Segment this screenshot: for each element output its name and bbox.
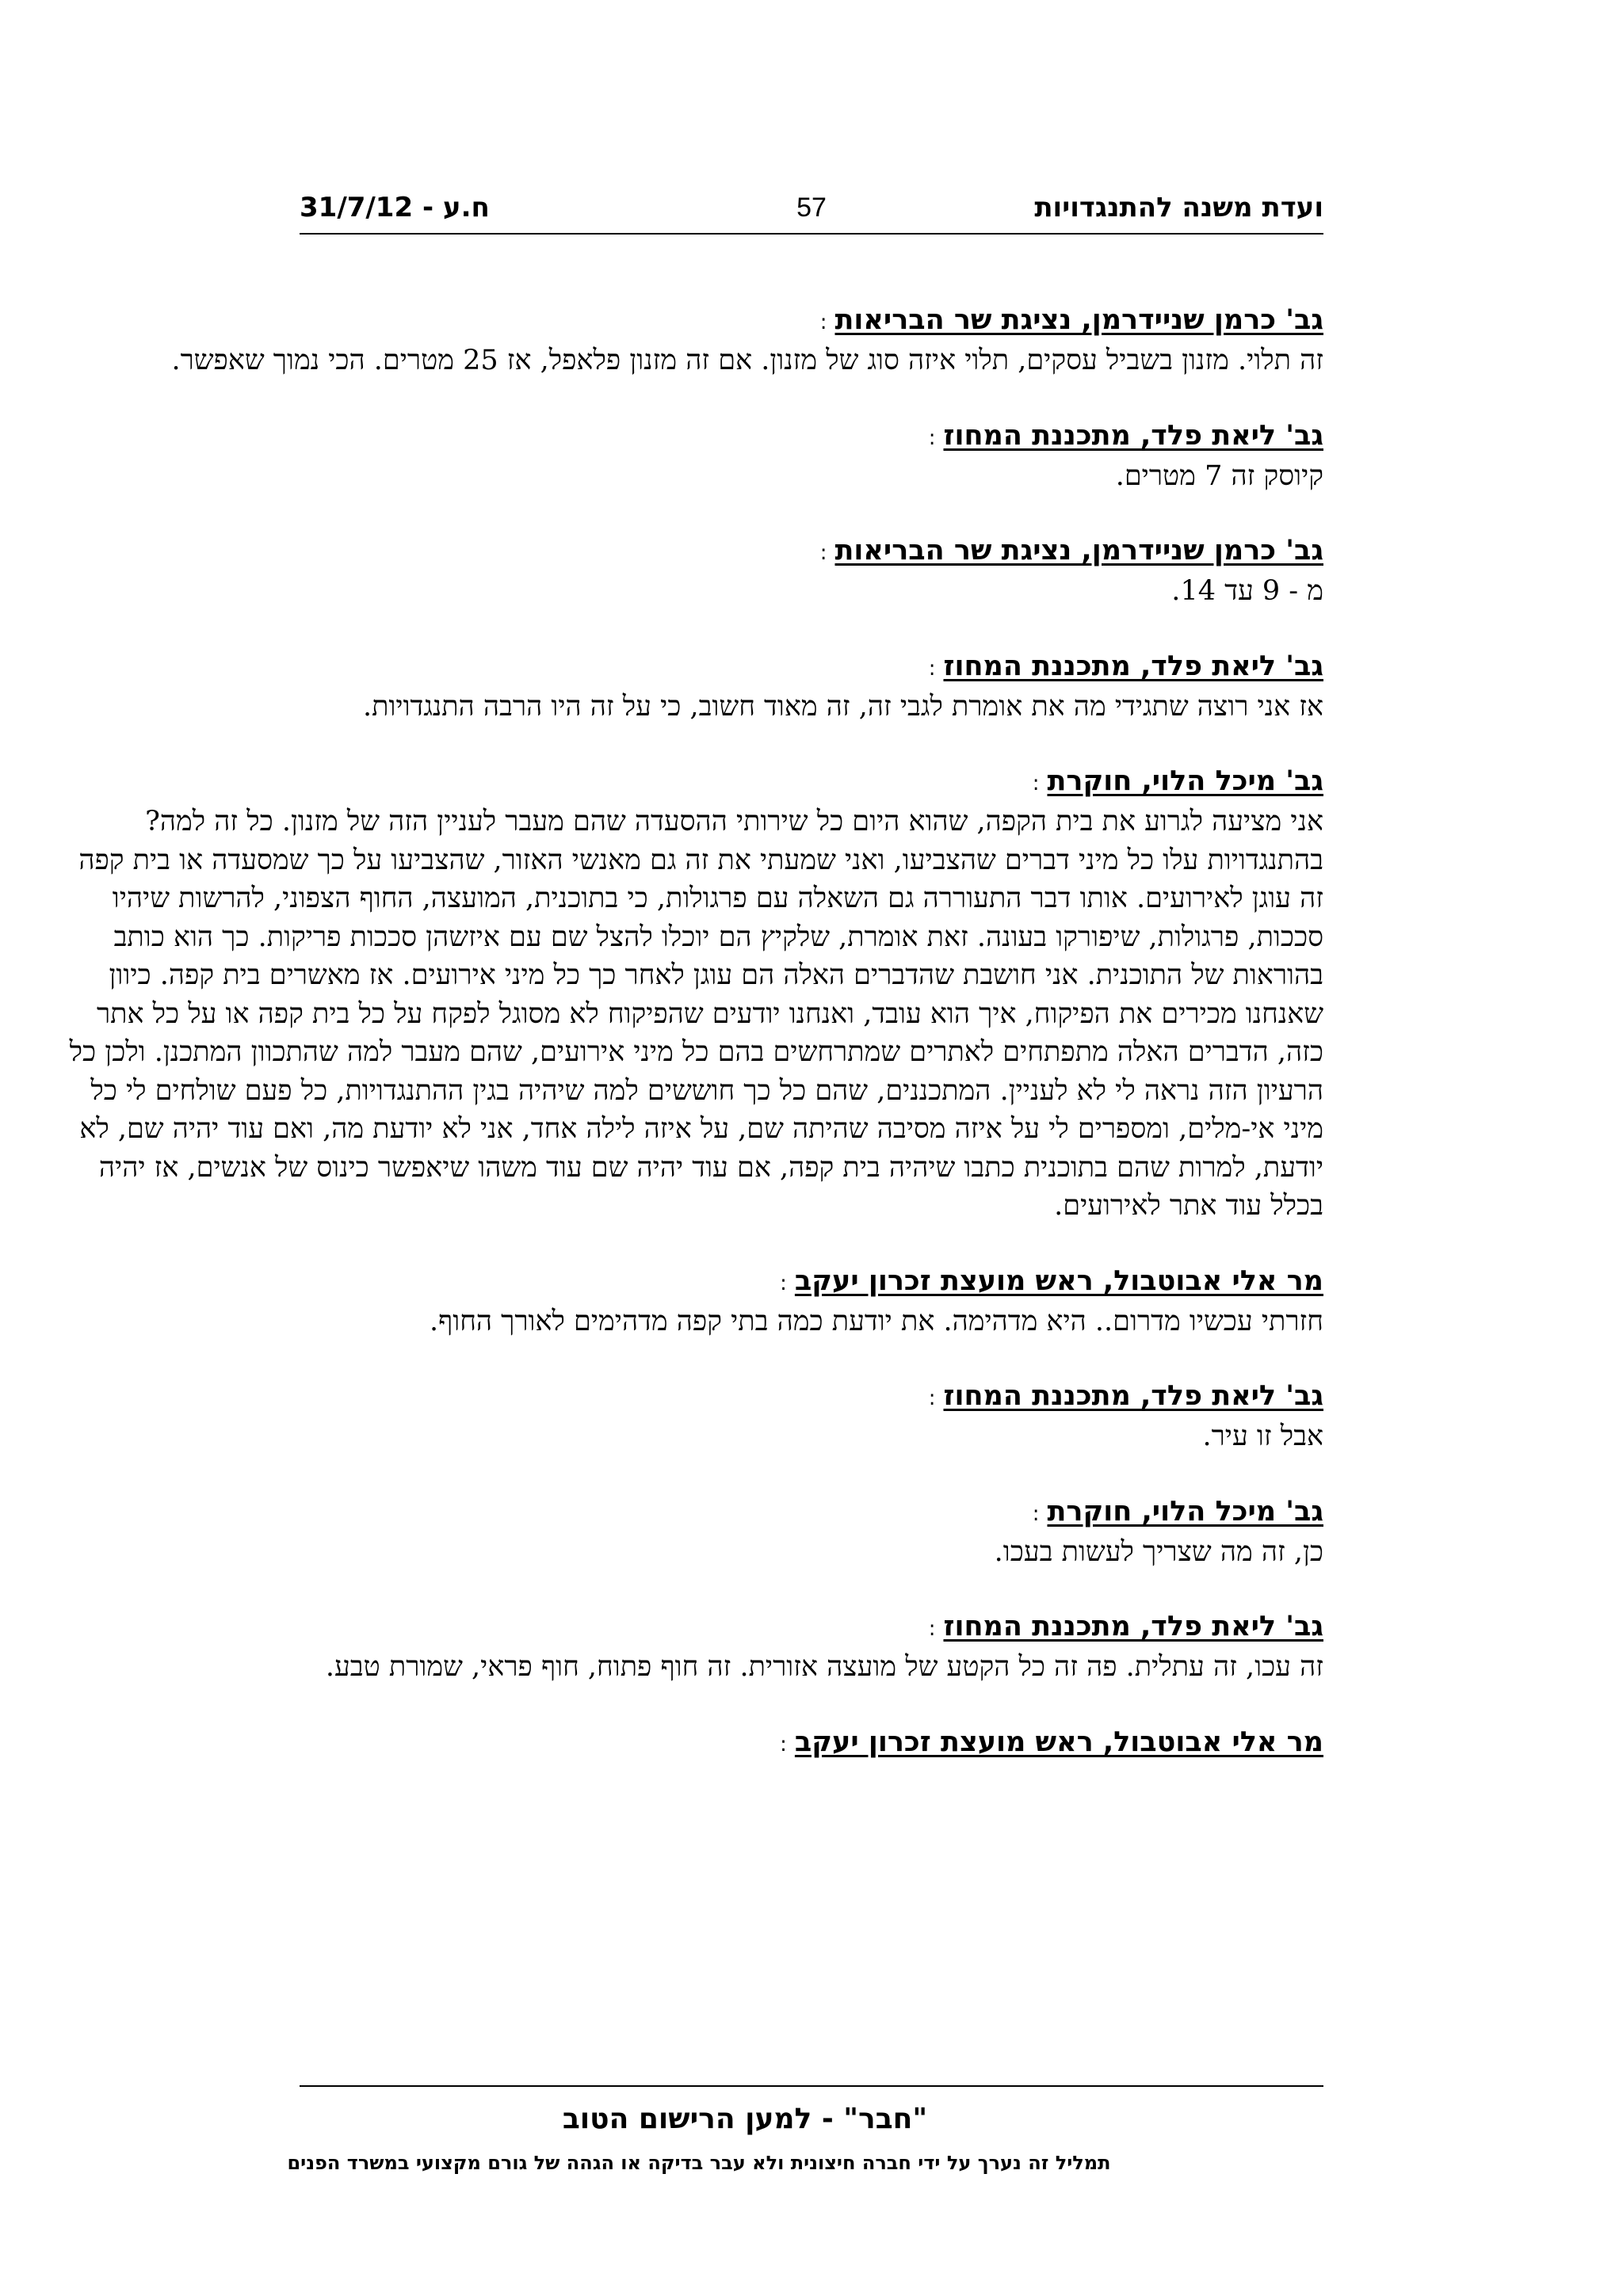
speaker-colon: :	[928, 1617, 936, 1641]
speaker-colon: :	[780, 1732, 787, 1756]
page-number: 57	[796, 193, 827, 223]
speaker-line	[63, 1723, 1323, 1764]
speech-text: מ - 9 עד 14.	[1171, 575, 1323, 607]
speech-text: אז אני רוצה שתגידי מה את אומרת לגבי זה, זה מאוד חשוב, כי על זה היו הרבה התנגדויות.	[362, 690, 1323, 723]
speaker-line	[63, 301, 1323, 341]
speaker-line	[63, 1262, 1323, 1302]
speaker-colon: :	[928, 425, 936, 450]
speaker-line	[63, 417, 1323, 457]
transcript-body	[63, 301, 1323, 1800]
speaker-line	[63, 1493, 1323, 1533]
speaker-colon: :	[1032, 1501, 1040, 1526]
speech-block	[63, 1723, 1323, 1764]
speaker-name: גב' כרמן שניידרמן, נציגת שר הבריאות	[834, 535, 1323, 566]
speech-text: קיוסק זה 7 מטרים.	[1115, 460, 1323, 492]
speaker-line	[63, 1377, 1323, 1417]
speech-block	[63, 1608, 1323, 1687]
speech-text: אני מציעה לגרוע את בית הקפה, שהוא היום כל שירותי ההסעדה שהם מעבר לעניין הזה של מזנון. כל זה למה? בהתנגדויות עלו כל מיני דברים שהצביעו, ואני שמעתי את זה גם מאנשי האזור, שהצביעו על כך שמסעדה או בית קפה זה עוגן לאירועים. אותו דבר התעוררה גם השאלה עם פרגולות, כי בתוכנית, המועצה, החוף הצפוני, להרשות שיהיו סככות, פרגולות, שיפורקו בעונה. זאת אומרת, שלקיץ הם יוכלו להצל שם עם איזשהן סככות פריקות. כך הוא כותב בהוראות של התוכנית. אני חושבת שהדברים האלה הם עוגן לאחר כך כל מיני אירועים. אז מאשרים בית קפה. כיוון שאנחנו מכירים את הפיקוח, איך הוא עובד, ואנחנו יודעים שהפיקוח לא מסוגל לפקח על כל בית קפה או על כל אתר כזה, הדברים האלה מתפתחים לאתרים שמתרחשים בהם כל מיני אירועים, שהם מעבר למה שהתכוון המתכנן. ולכן כל הרעיון הזה נראה לי לא לעניין. המתכננים, שהם כל כך חוששים למה שיהיה בגין ההתנגדויות, כל פעם שולחים לי כל מיני אי-מלים, ומספרים לי על איזה מסיבה שהיתה שם, על איזה לילה אחד, אני לא יודעת מה, ואם עוד יהיה שם, לא יודעת, למרות שהם בתוכנית כתבו שיהיה בית קפה, אם עוד יהיה שם עוד משהו שיאפשר כינוס של אנשים, אז יהיה בכלל עוד אתר לאירועים.	[69, 806, 1323, 1222]
speech-text: אבל זו עיר.	[1202, 1421, 1323, 1452]
speech-text: חזרתי עכשיו מדרום.. היא מדהימה. את יודעת כמה בתי קפה מדהימים לאורך החוף.	[429, 1305, 1323, 1337]
speaker-colon: :	[819, 311, 827, 334]
speaker-name: מר אלי אבוטבול, ראש מועצת זכרון יעקב	[794, 1264, 1323, 1297]
speaker-name: גב' ליאת פלד, מתכננת המחוז	[943, 1611, 1323, 1642]
speaker-line	[63, 647, 1323, 688]
speaker-colon: :	[780, 1271, 787, 1295]
speech-block	[63, 647, 1323, 727]
speaker-colon: :	[928, 1386, 936, 1410]
speaker-name: גב' ליאת פלד, מתכננת המחוז	[943, 650, 1323, 682]
speech-block	[63, 301, 1323, 380]
date-initials: 31/7/12 - ח.ע	[300, 192, 490, 223]
speaker-colon: :	[928, 656, 936, 681]
footer-divider	[300, 2085, 1323, 2087]
speech-text: כן, זה מה שצריך לעשות בעכו.	[994, 1535, 1323, 1568]
speaker-line	[63, 1608, 1323, 1648]
speech-text: זה עכו, זה עתלית. פה זה כל הקטע של מועצה אזורית. זה חוף פתוח, חוף פראי, שמורת טבע.	[325, 1651, 1323, 1683]
speaker-name: גב' מיכל הלוי, חוקרת	[1047, 1495, 1323, 1527]
speaker-line	[63, 762, 1323, 803]
speaker-colon: :	[819, 541, 827, 565]
page-header	[300, 189, 1323, 235]
footer-disclaimer: תמליל זה נערך על ידי חברה חיצונית ולא עבר בדיקה או הגהה של גורם מקצועי במשרד הפנים	[287, 2152, 1111, 2174]
speech-block	[63, 1377, 1323, 1456]
committee-title: ועדת משנה להתנגדויות	[1034, 192, 1323, 223]
footer-title: "חבר" - למען הרישום הטוב	[562, 2103, 928, 2135]
speaker-line	[63, 532, 1323, 572]
speaker-name: גב' ליאת פלד, מתכננת המחוז	[943, 419, 1323, 452]
speaker-colon: :	[1032, 772, 1040, 795]
speech-text: זה תלוי. מזנון בשביל עסקים, תלוי איזה סוג של מזנון. אם זה מזנון פלאפל, אז 25 מטרים. הכי נמוך שאפשר.	[171, 345, 1323, 376]
speaker-name: גב' מיכל הלוי, חוקרת	[1047, 765, 1323, 797]
speaker-name: גב' ליאת פלד, מתכננת המחוז	[943, 1380, 1323, 1412]
speech-block	[63, 417, 1323, 496]
speech-block	[63, 1493, 1323, 1572]
speech-block	[63, 1262, 1323, 1341]
speech-block	[63, 532, 1323, 611]
speaker-name: מר אלי אבוטבול, ראש מועצת זכרון יעקב	[794, 1726, 1323, 1758]
speaker-name: גב' כרמן שניידרמן, נציגת שר הבריאות	[834, 304, 1323, 336]
speech-block	[63, 762, 1323, 1226]
